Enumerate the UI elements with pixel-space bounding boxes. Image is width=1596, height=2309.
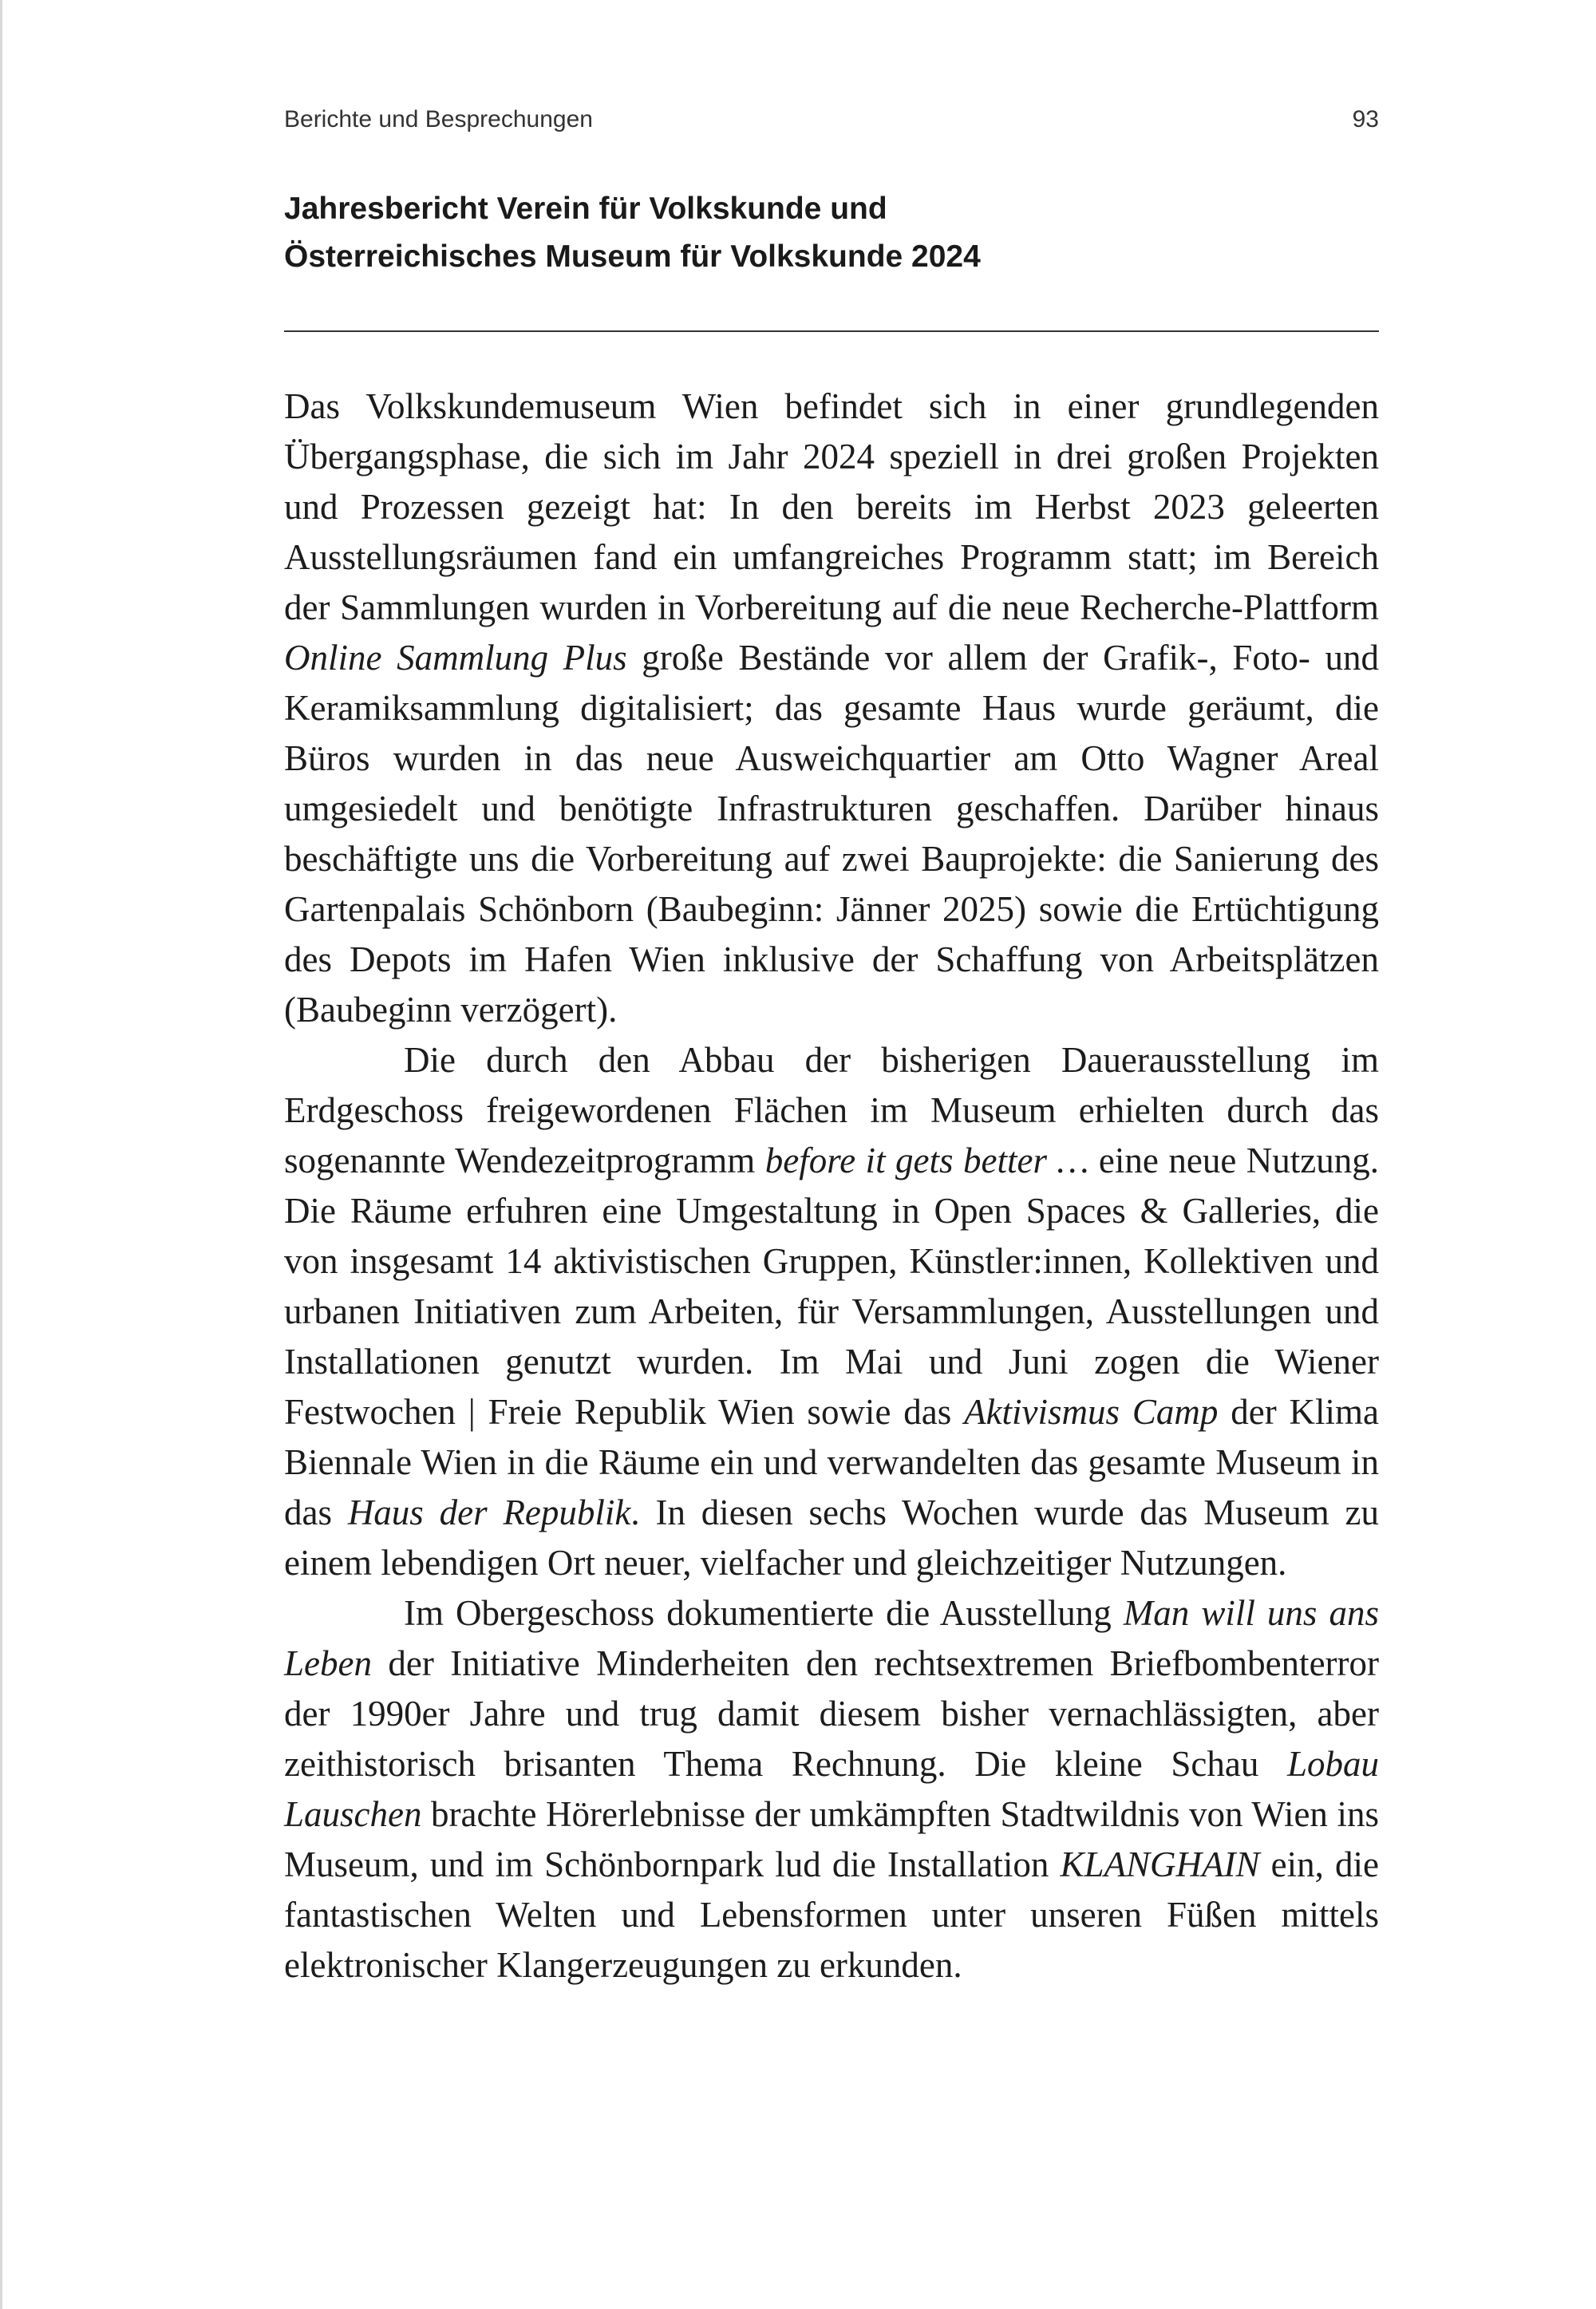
article-title-line-1: Jahresbericht Verein für Volkskunde und	[284, 192, 887, 226]
page-edge	[0, 0, 2, 2309]
article-title-line-2: Österreichisches Museum für Volkskunde 2024	[284, 239, 981, 274]
paragraph-3-text-1: Im Obergeschoss dokumentierte die Ausstellung	[404, 1593, 1124, 1633]
paragraph-3-text-3: brachte Hörerlebnisse der umkämpften Stadtwildnis von Wien ins Museum, und im Schönbornpark lud die Installation	[284, 1794, 1379, 1884]
paragraph-2-italic-before-it-gets-better: before it gets better …	[764, 1141, 1089, 1180]
paragraph-1	[284, 382, 1379, 1035]
title-divider	[284, 330, 1379, 332]
paragraph-2-text-3: der Klima Biennale Wien in die Räume ein und verwandelten das gesamte Museum in das	[284, 1392, 1379, 1532]
paragraph-2-italic-aktivismus-camp: Aktivismus Camp	[964, 1392, 1219, 1432]
paragraph-3-italic-klanghain: KLANGHAIN	[1060, 1844, 1260, 1884]
paragraph-3	[284, 1588, 1379, 1991]
paragraph-2-text-4: . In diesen sechs Wochen wurde das Museum zu einem lebendigen Ort neuer, vielfacher und gleichzeitiger Nutzungen.	[284, 1493, 1379, 1583]
paragraph-3-italic-man-will-uns-ans-leben: Man will uns ans Leben	[284, 1593, 1379, 1683]
paragraph-1-text-2: große Bestände vor allem der Grafik-, Foto- und Keramiksammlung digitalisiert; das gesamte Haus wurde geräumt, die Büros wurden in das neue Ausweichquartier am Otto Wagner Areal umgesiedelt und benötigte Infrastrukturen geschaffen. Darüber hinaus beschäftigte uns die Vorbereitung auf zwei Bauprojekte: die Sanierung des Gartenpalais Schönborn (Baubeginn: Jänner 2025) sowie die Ertüchtigung des Depots im Hafen Wien inklusive der Schaffung von Arbeitsplätzen (Baubeginn verzögert).	[284, 638, 1379, 1030]
paragraph-2-text-1: Die durch den Abbau der bisherigen Dauerausstellung im Erdgeschoss freigewordenen Flächen im Museum erhielten durch das sogenannte Wendezeitprogramm	[284, 1040, 1379, 1180]
page-number: 93	[1352, 106, 1379, 132]
paragraph-3-italic-lobau-lauschen: Lobau Lauschen	[284, 1744, 1379, 1834]
paragraph-1-italic-online-sammlung-plus: Online Sammlung Plus	[284, 638, 627, 678]
paragraph-3-text-2: der Initiative Minderheiten den rechtsextremen Briefbombenterror der 1990er Jahre und trug damit diesem bisher vernachlässigten, aber zeithistorisch brisanten Thema Rechnung. Die kleine Schau	[284, 1643, 1379, 1784]
paragraph-2	[284, 1035, 1379, 1588]
paragraph-1-text-1: Das Volkskundemuseum Wien befindet sich in einer grundlegenden Übergangsphase, die sich im Jahr 2024 speziell in drei großen Projekten und Prozessen gezeigt hat: In den bereits im Herbst 2023 geleerten Ausstellungsräumen fand ein umfangreiches Programm statt; im Bereich der Sammlungen wurden in Vorbereitung auf die neue Recherche-Plattform	[284, 386, 1379, 627]
article-title	[284, 185, 1379, 281]
paragraph-3-text-4: ein, die fantastischen Welten und Lebensformen unter unseren Füßen mittels elektronischer Klangerzeugungen zu erkunden.	[284, 1844, 1379, 1985]
paragraph-2-italic-haus-der-republik: Haus der Republik	[347, 1493, 631, 1532]
running-head	[284, 104, 1379, 136]
running-head-section: Berichte und Besprechungen	[284, 106, 593, 132]
article-body	[284, 382, 1379, 1991]
paragraph-2-text-2: eine neue Nutzung. Die Räume erfuhren eine Umgestaltung in Open Spaces & Galleries, die von insgesamt 14 aktivistischen Gruppen, Künstler:innen, Kollektiven und urbanen Initiativen zum Arbeiten, für Versammlungen, Ausstellungen und Installationen genutzt wurden. Im Mai und Juni zogen die Wiener Festwochen | Freie Republik Wien sowie das	[284, 1141, 1379, 1432]
